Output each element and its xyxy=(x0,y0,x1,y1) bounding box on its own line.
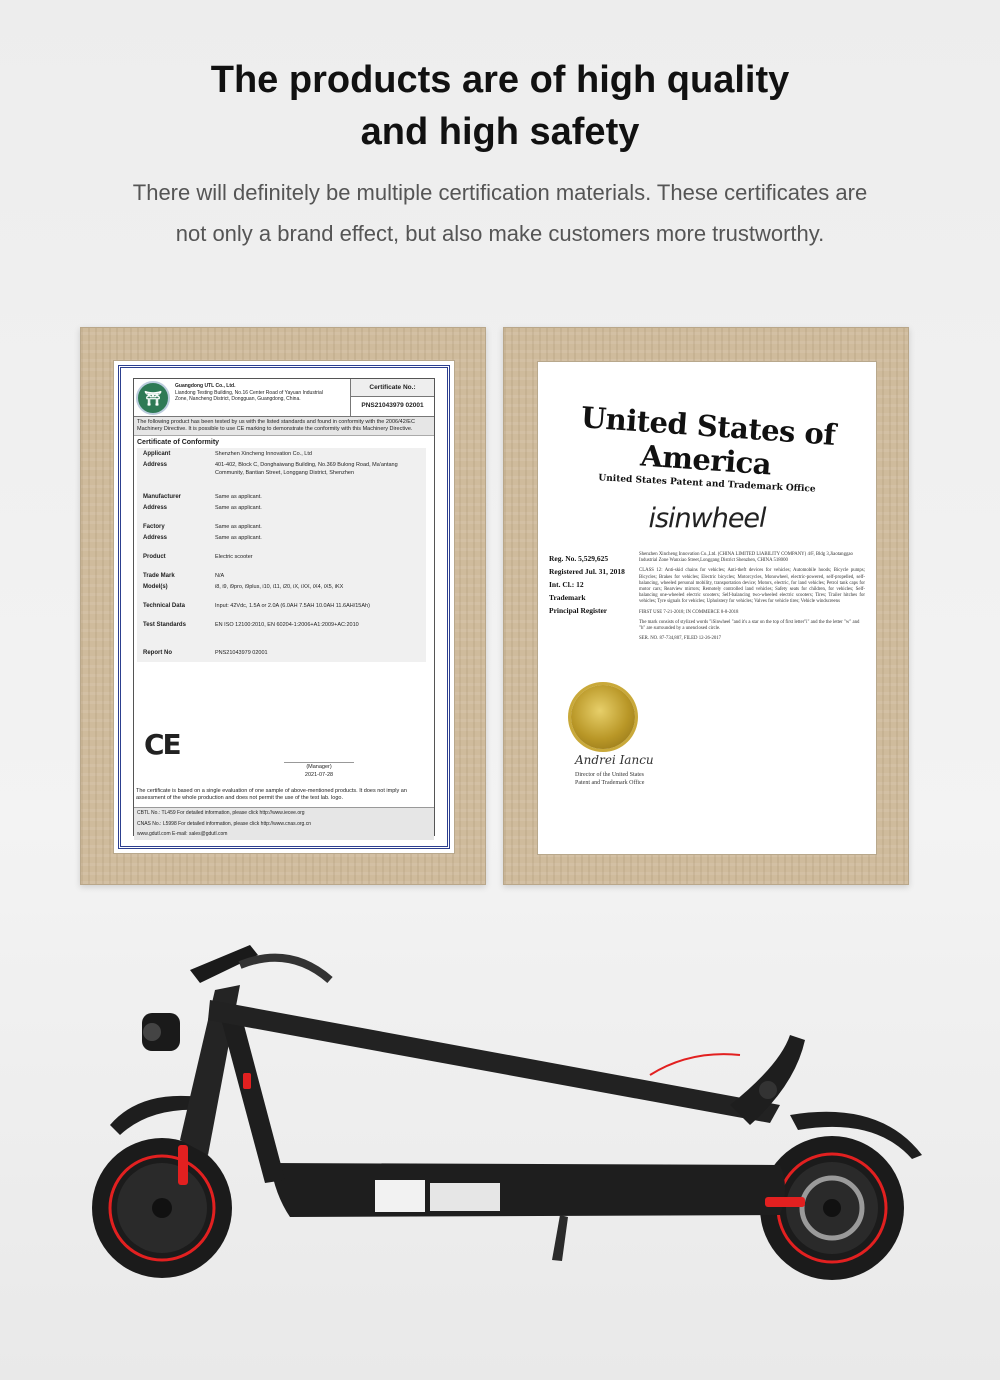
field-report-no xyxy=(143,649,420,660)
brake-lever xyxy=(759,1081,777,1099)
field-factory xyxy=(143,523,420,534)
certificate-intro: The following product has been tested by us with the listed standards and found in conformity with the 2006/42/EC Machinery Directive. It is possible to use CE marking to demonstrate the conformity with this Machinery Directive. xyxy=(134,417,434,436)
manager-label: (Manager) xyxy=(306,764,332,770)
director-title xyxy=(575,771,644,787)
field-test-standards xyxy=(143,621,420,641)
ce-certificate-mat xyxy=(113,360,455,854)
page-title xyxy=(0,54,1000,158)
field-value: Same as applicant. xyxy=(215,494,262,500)
lab-address-line-1: Liandong Testing Building, No.16 Center Road of Yayuan Industrial xyxy=(175,389,323,396)
front-wheel xyxy=(92,1138,232,1278)
field-manufacturer-address xyxy=(143,504,420,515)
field-value: 401-402, Block C, Donghaiwang Building, No.369 Bulong Road, Ma'antang Community, Bantian Street, Longgang District, Shenzhen xyxy=(215,462,398,476)
ce-certificate-border xyxy=(118,365,450,849)
front-reflector xyxy=(178,1145,188,1185)
reg-first-use: FIRST USE 7-21-2018; IN COMMERCE 8-8-2018 xyxy=(639,609,739,615)
field-value: Same as applicant. xyxy=(215,505,262,511)
field-factory-address xyxy=(143,534,420,545)
scooter-deck xyxy=(270,1163,785,1217)
certificate-number-box xyxy=(350,379,434,416)
field-key: Report No xyxy=(143,650,172,656)
lab-address xyxy=(172,379,350,416)
field-technical-data xyxy=(143,602,420,613)
footer-cnas: CNAS No.: L5998 For detailed information, please click http://www.cnas.org.cn xyxy=(137,820,311,827)
registration-text xyxy=(639,552,865,642)
field-applicant xyxy=(143,450,420,461)
usa-title: United States of America xyxy=(579,400,837,482)
reg-number: Reg. No. 5,529,625 xyxy=(549,554,609,563)
field-key: Product xyxy=(143,554,166,560)
us-trademark-frame xyxy=(503,327,909,885)
field-value: N/A xyxy=(215,573,225,579)
registration-labels xyxy=(549,552,639,642)
director-title-line-2: Patent and Trademark Office xyxy=(575,780,645,786)
stem-lower xyxy=(220,1010,285,1183)
lab-address-line-2: Zone, Nancheng District, Dongguan, Guangdong, China. xyxy=(175,396,301,402)
field-value: Electric scooter xyxy=(215,554,253,560)
reg-mark-description: The mark consists of stylized words "iSinwheel "and it's a star on the top of first letter"i" and the the letter "w" and "h" are surrounded by a unenclosed circle. xyxy=(639,619,860,632)
electric-scooter-image xyxy=(90,925,940,1295)
registration-details xyxy=(549,552,865,642)
certificate-note: The certificate is based on a single evaluation of one sample of above-mentioned products. It does not imply an assessment of the whole production and does not permit the use of the test lab. logo. xyxy=(136,788,407,801)
field-value: i8, i9, i9pro, i9plus, i10, i11, i20, iX, iXX, iX4, iX5, iKX xyxy=(215,584,344,590)
certificate-number-label: Certificate No.: xyxy=(351,379,434,397)
us-trademark-content xyxy=(537,361,877,855)
page-subtitle xyxy=(80,172,920,254)
braided-cable xyxy=(240,958,330,980)
certificate-footer xyxy=(134,807,434,840)
field-key: Model(s) xyxy=(143,584,168,590)
ce-mark: CE xyxy=(144,728,180,761)
folded-stem xyxy=(208,1000,780,1123)
field-value: Input: 42Vdc, 1.5A or 2.0A (6.0AH 7.5AH 10.0AH 11.6AH/15Ah) xyxy=(215,603,370,609)
certificate-heading: Certificate of Conformity xyxy=(137,439,220,446)
ce-certificate-header xyxy=(134,379,434,417)
ce-certificate-frame xyxy=(80,327,486,885)
title-line-2: and high safety xyxy=(360,111,640,153)
subtitle-line-1: There will definitely be multiple certification materials. These certificates are xyxy=(132,180,868,205)
director-title-line-1: Director of the United States xyxy=(575,772,644,778)
field-models xyxy=(143,583,420,594)
field-applicant-address xyxy=(143,461,420,485)
certificate-date: 2021-07-28 xyxy=(304,772,334,778)
manager-signature xyxy=(284,762,354,779)
warning-label xyxy=(375,1180,425,1212)
footer-cbtl: CBTL No.: TL459 For detailed information, please click http://www.iecee.org xyxy=(137,810,305,816)
red-cable xyxy=(650,1054,740,1075)
product-label xyxy=(430,1183,500,1211)
field-key: Trade Mark xyxy=(143,573,175,579)
gold-seal-icon xyxy=(571,685,635,749)
lab-logo-icon: ⛩ xyxy=(136,381,170,415)
subtitle-line-2: not only a brand effect, but also make customers more trustworthy. xyxy=(175,221,825,246)
certificate-number-value: PNS21043979 02001 xyxy=(361,402,424,409)
field-value: Same as applicant. xyxy=(215,535,262,541)
reg-date: Registered Jul. 31, 2018 xyxy=(549,567,625,576)
field-key: Technical Data xyxy=(143,603,185,609)
field-key: Address xyxy=(143,505,168,511)
fold-latch-red xyxy=(243,1073,251,1089)
field-value: Shenzhen Xincheng Innovation Co., Ltd xyxy=(215,451,312,457)
field-product xyxy=(143,553,420,564)
reg-type: Trademark xyxy=(549,593,586,602)
uspto-subtitle: United States Patent and Trademark Office xyxy=(598,473,816,495)
rear-reflector xyxy=(765,1197,805,1207)
field-value: Same as applicant. xyxy=(215,524,262,530)
director-signature: Andrei Iancu xyxy=(575,753,654,767)
ce-certificate xyxy=(133,378,435,836)
lab-name: Guangdong UTL Co., Ltd. xyxy=(175,383,236,389)
field-value: PNS21043979 02001 xyxy=(215,650,268,656)
field-value: EN ISO 12100:2010, EN 60204-1:2006+A1:2009+AC:2010 xyxy=(215,622,359,628)
us-trademark-certificate xyxy=(537,361,877,855)
reg-register: Principal Register xyxy=(549,606,608,615)
field-key: Test Standards xyxy=(143,622,186,628)
kickstand xyxy=(552,1215,568,1261)
field-manufacturer xyxy=(143,493,420,504)
field-key: Address xyxy=(143,535,168,541)
footer-contact: www.gdutl.com E-mail: sales@gdutl.com xyxy=(137,831,228,837)
isinwheel-logo: isinwheel xyxy=(648,503,766,534)
field-key: Applicant xyxy=(143,451,171,457)
field-key: Factory xyxy=(143,524,165,530)
reg-class: Int. Cl.: 12 xyxy=(549,580,584,589)
field-key: Address xyxy=(143,462,168,468)
certificate-fields xyxy=(137,448,426,662)
reg-serial-number: SER. NO. 87-734,807, FILED 12-26-2017 xyxy=(639,636,722,642)
headlight-lens xyxy=(143,1023,161,1041)
reg-owner: Shenzhen Xincheng Innovation Co.,Ltd. (CHINA LIMITED LIABILITY COMPANY) 4/F, Bldg 3,Jiaotanggao Industrial Zone Wanxiao Street,Longgang District Shenzhen, CHINA 518000 xyxy=(639,552,853,564)
field-key: Manufacturer xyxy=(143,494,182,500)
field-trade-mark xyxy=(143,572,420,583)
reg-goods: CLASS 12: Anti-skid chains for vehicles; Anti-theft devices for vehicles; Automobile hoods; Bicycle pumps; Bicycles; Brakes for vehicles; Electric bicycles; Motorcycles, Monowheel, electric-powered, self-propelled, self-balancing, wheeled personal mobility, transportation device; Motors, electric, for land vehicles; Petrol tank caps for motor cars; Rearview mirrors; Remotely controlled land vehicles; Safety seats for children, for vehicles; Self-balancing one-wheeled electric scooters; Self-balancing two-wheeled electric scooters; Tires; Trailer hitches for vehicles; Tyre signals for vehicles; Upholstery for vehicles; Valves for vehicle tires; Vehicle windscreens xyxy=(639,568,865,605)
title-line-1: The products are of high quality xyxy=(210,59,790,101)
